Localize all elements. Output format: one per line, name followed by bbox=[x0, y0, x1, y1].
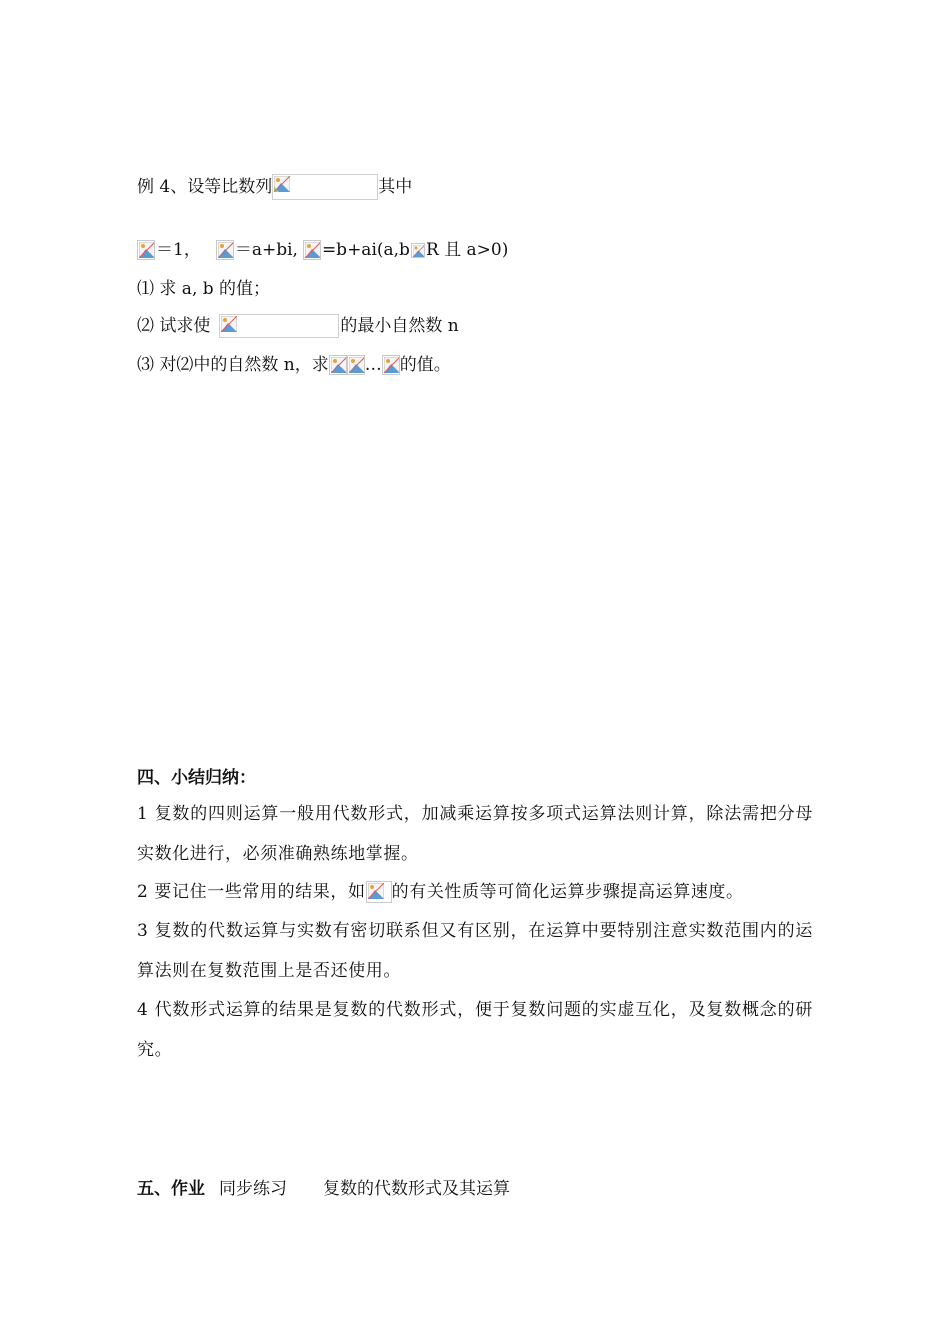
example4-line2 bbox=[137, 238, 508, 262]
broken-image-icon bbox=[366, 881, 392, 903]
question2-text: ⑵ 试求使 bbox=[137, 316, 211, 336]
summary-item-1: 1 复数的四则运算一般用代数形式，加减乘运算按多项式运算法则计算，除法需把分母实数化进行，必须准确熟练地掌握。 bbox=[137, 804, 813, 864]
broken-image-icon bbox=[216, 240, 234, 260]
broken-image-icon bbox=[411, 243, 425, 258]
example4-title-line bbox=[137, 174, 412, 200]
example4-title: 例 4、设等比数列 bbox=[137, 177, 273, 197]
summary-heading bbox=[137, 766, 256, 790]
equation-a1: ＝1， bbox=[156, 240, 201, 260]
equation-a2: ＝a+bi, bbox=[234, 240, 298, 260]
summary-item-2 bbox=[137, 880, 744, 904]
summary-item-2-suffix: 的有关性质等可简化运算步骤提高运算速度。 bbox=[391, 882, 744, 902]
broken-image-icon bbox=[303, 240, 321, 260]
broken-image-icon bbox=[347, 355, 365, 375]
summary-item-3: 3 复数的代数运算与实数有密切联系但又有区别，在运算中要特别注意实数范围内的运算法则在复数范围上是否还使用。 bbox=[137, 921, 813, 981]
question2-suffix: 的最小自然数 n bbox=[340, 316, 459, 336]
broken-image-icon bbox=[219, 314, 339, 338]
homework-heading: 五、作业 bbox=[137, 1179, 205, 1199]
question3-text: ⑶ 对⑵中的自然数 n，求 bbox=[137, 355, 329, 375]
broken-image-icon bbox=[272, 174, 378, 200]
equation-condition: R 且 a>0) bbox=[425, 240, 509, 260]
broken-image-icon bbox=[382, 355, 400, 375]
question3-ellipsis: … bbox=[364, 355, 382, 375]
example4-question2 bbox=[137, 314, 459, 338]
homework-title: 复数的代数形式及其运算 bbox=[323, 1179, 510, 1199]
summary-item-2-text: 2 要记住一些常用的结果，如 bbox=[137, 882, 366, 902]
example4-question1 bbox=[137, 277, 270, 301]
summary-heading-text: 四、小结归纳： bbox=[137, 768, 256, 788]
broken-image-icon bbox=[137, 240, 155, 260]
homework-label: 同步练习 bbox=[219, 1179, 287, 1199]
example4-question3 bbox=[137, 353, 451, 377]
broken-image-icon bbox=[329, 355, 347, 375]
question3-suffix: 的值。 bbox=[399, 355, 451, 375]
question1-text: ⑴ 求 a, b 的值； bbox=[137, 279, 271, 299]
homework-line bbox=[137, 1177, 510, 1201]
example4-title-suffix: 其中 bbox=[378, 177, 413, 197]
equation-a3: =b+ai(a,b bbox=[321, 240, 410, 260]
summary-item-4: 4 代数形式运算的结果是复数的代数形式，便于复数问题的实虚互化，及复数概念的研究。 bbox=[137, 1000, 813, 1060]
